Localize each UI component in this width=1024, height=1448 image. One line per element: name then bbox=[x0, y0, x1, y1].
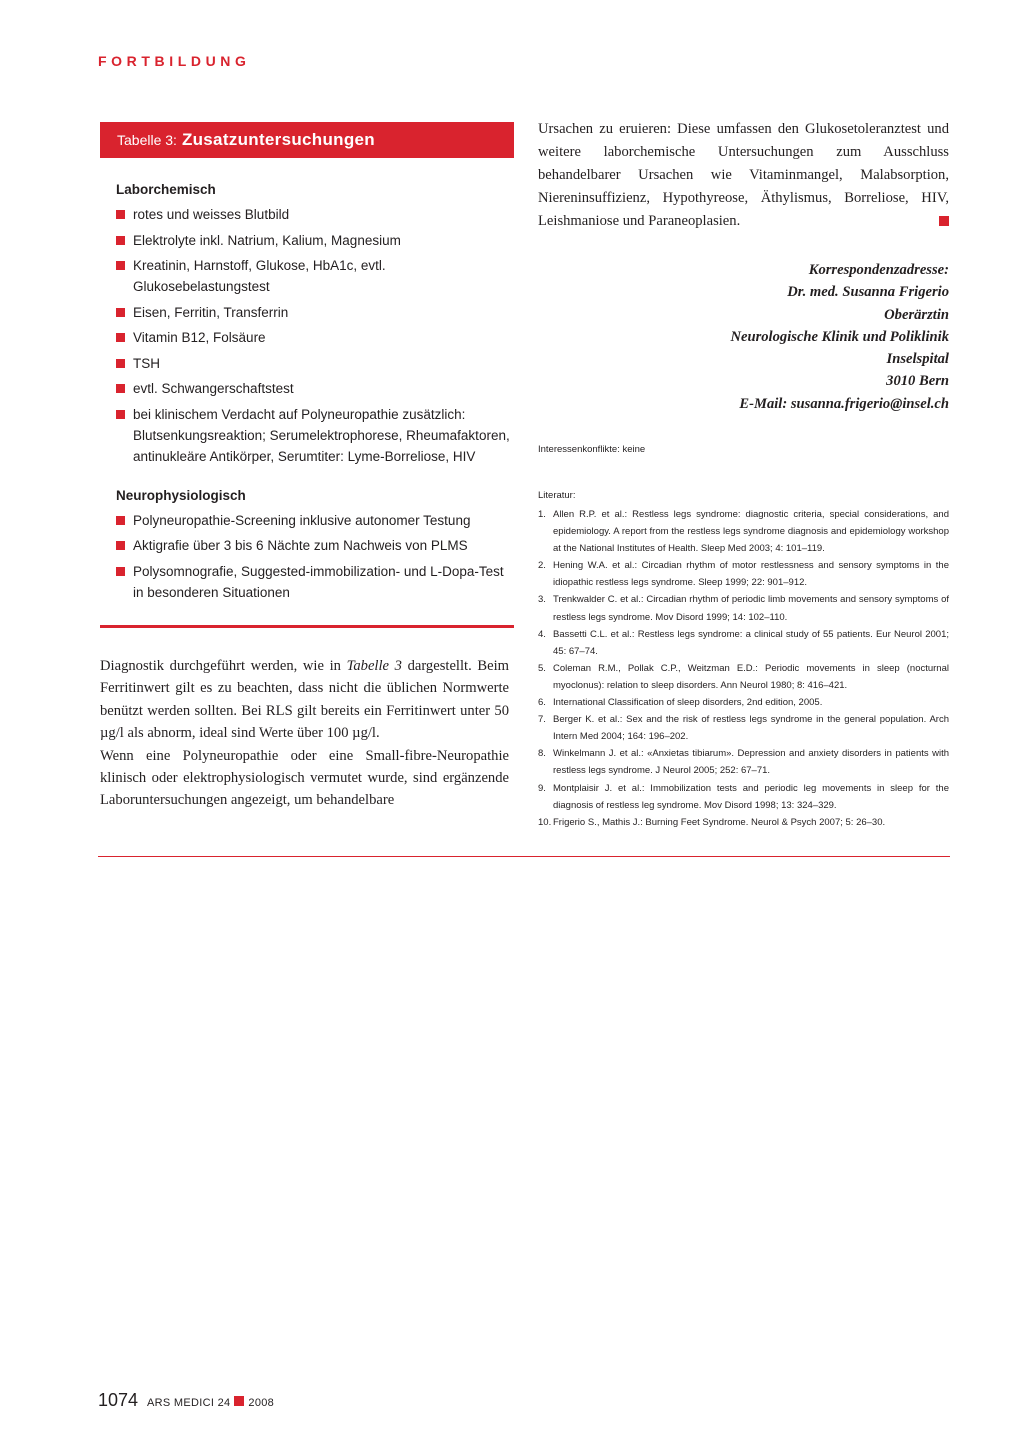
literature-text: Coleman R.M., Pollak C.P., Weitzman E.D.: Periodic movements in sleep (nocturnal myoclonus): relation to sleep disorders. Ann Neurol 1980; 8: 416–421. bbox=[553, 662, 949, 691]
author-name: Dr. med. Susanna Frigerio bbox=[787, 284, 949, 301]
literature-text: Hening W.A. et al.: Circadian rhythm of motor restlessness and sensory symptoms in the idiopathic restless legs syndrome. Sleep 1999; 22: 901–912. bbox=[553, 560, 949, 589]
hospital-name: Inselspital bbox=[886, 351, 949, 368]
list-item-text: evtl. Schwangerschaftstest bbox=[133, 381, 294, 396]
literature-text: Allen R.P. et al.: Restless legs syndrome: diagnostic criteria, special considerations, and epidemiology. A report from the restless legs syndrome diagnosis and epidemiology workshop at the National Institutes of Health. Sleep Med 2003; 4: 101–119. bbox=[553, 509, 949, 555]
list-item-text: Polysomnografie, Suggested-immobilization- und L-Dopa-Test in besonderen Situationen bbox=[133, 563, 504, 600]
bullet-square-icon bbox=[116, 261, 125, 270]
table-subheading-neurophysiologisch: Neurophysiologisch bbox=[116, 487, 246, 503]
body-paragraph bbox=[100, 655, 509, 745]
list-item bbox=[116, 510, 514, 531]
bullet-square-icon bbox=[116, 210, 125, 219]
list-item bbox=[116, 404, 514, 467]
literature-text: International Classification of sleep disorders, 2nd edition, 2005. bbox=[553, 697, 823, 709]
literature-text: Trenkwalder C. et al.: Circadian rhythm of periodic limb movements and sensory symptoms of restless legs syndrome. Mov Disord 1999; 14: 102–110. bbox=[553, 594, 949, 623]
table-bottom-rule bbox=[100, 625, 514, 628]
list-item-text: Aktigrafie über 3 bis 6 Nächte zum Nachweis von PLMS bbox=[133, 538, 468, 553]
table-zusatzuntersuchungen bbox=[100, 122, 514, 607]
literature-item bbox=[538, 814, 949, 831]
list-item bbox=[116, 561, 514, 603]
list-item-text: Polyneuropathie-Screening inklusive autonomer Testung bbox=[133, 512, 471, 528]
literature-item bbox=[538, 660, 949, 694]
text-run: Diagnostik durchgeführt werden, wie in bbox=[100, 658, 347, 674]
page-number: 1074 bbox=[98, 1390, 139, 1410]
correspondence-heading: Korrespondenzadresse: bbox=[808, 262, 949, 278]
text-run: dargestellt. Beim Ferritinwert gilt es zu beachten, dass nicht die üblichen Normwerte benützt werden sollten. Bei RLS gilt bereits ein Ferritinwert unter 50 µg/l als abnorm, ideal sind Werte über 100 µg/l. bbox=[100, 658, 509, 742]
literature-number: 5. bbox=[538, 662, 546, 674]
bullet-square-icon bbox=[116, 308, 125, 317]
literature-item bbox=[538, 506, 949, 557]
literature-item bbox=[538, 557, 949, 591]
literature-text: Montplaisir J. et al.: Immobilization tests and periodic leg movements in sleep for the diagnosis of restless leg syndrome. Mov Disord 1998; 13: 324–329. bbox=[553, 782, 949, 811]
table-list-neurophysiologisch bbox=[116, 510, 514, 603]
table-title: Zusatzuntersuchungen bbox=[181, 130, 375, 149]
list-item-text: Kreatinin, Harnstoff, Glukose, HbA1c, evtl. Glukosebelastungstest bbox=[133, 258, 386, 294]
literature-number: 4. bbox=[538, 628, 546, 640]
list-item bbox=[116, 204, 514, 225]
city: 3010 Bern bbox=[886, 373, 949, 390]
literature-number: 2. bbox=[538, 560, 546, 572]
literature-item bbox=[538, 694, 949, 711]
list-item-text: Vitamin B12, Folsäure bbox=[133, 330, 266, 345]
clinic-name: Neurologische Klinik und Poliklinik bbox=[730, 328, 949, 345]
literature-text: Bassetti C.L. et al.: Restless legs syndrome: a clinical study of 55 patients. Eur Neurol 2001; 45: 67–74. bbox=[553, 628, 949, 657]
literature-number: 10. bbox=[538, 816, 552, 828]
list-item-text: TSH bbox=[133, 355, 160, 371]
correspondence-address bbox=[538, 259, 949, 415]
list-item-text: Eisen, Ferritin, Transferrin bbox=[133, 304, 289, 320]
literature-item bbox=[538, 711, 949, 745]
bullet-square-icon bbox=[116, 384, 125, 393]
left-column-text bbox=[100, 655, 509, 812]
bullet-square-icon bbox=[116, 333, 125, 342]
literature-number: 6. bbox=[538, 697, 546, 709]
literature-number: 8. bbox=[538, 748, 546, 760]
bullet-square-icon bbox=[116, 516, 125, 525]
end-mark-square-icon bbox=[939, 216, 949, 226]
bottom-rule bbox=[98, 856, 950, 857]
table-title-bar bbox=[100, 122, 514, 158]
table-reference: Tabelle 3 bbox=[346, 658, 402, 674]
list-item-text: Elektrolyte inkl. Natrium, Kalium, Magnesium bbox=[133, 232, 401, 248]
list-item bbox=[116, 378, 514, 399]
bullet-square-icon bbox=[116, 236, 125, 245]
literature-item bbox=[538, 591, 949, 625]
journal-name: ARS MEDICI 24 bbox=[147, 1397, 231, 1409]
table-list-laborchemisch bbox=[116, 204, 514, 467]
journal-year: 2008 bbox=[248, 1397, 275, 1409]
list-item bbox=[116, 327, 514, 348]
author-role: Oberärztin bbox=[884, 306, 949, 323]
bullet-square-icon bbox=[116, 567, 125, 576]
email-link[interactable]: E-Mail: susanna.frigerio@insel.ch bbox=[739, 395, 949, 412]
literature-number: 1. bbox=[538, 509, 546, 520]
literature-item bbox=[538, 745, 949, 779]
literature-text: Frigerio S., Mathis J.: Burning Feet Syndrome. Neurol & Psych 2007; 5: 26–30. bbox=[553, 816, 886, 828]
right-column bbox=[538, 118, 949, 828]
literature-number: 3. bbox=[538, 594, 546, 606]
page-footer bbox=[98, 1390, 274, 1411]
literature-list bbox=[538, 506, 949, 831]
body-paragraph bbox=[538, 118, 949, 233]
bullet-square-icon bbox=[116, 541, 125, 550]
table-body bbox=[100, 158, 514, 603]
body-paragraph: Wenn eine Polyneuropathie oder eine Small-fibre-Neuropathie klinisch oder elektrophysiologisch vermutet wurde, sind ergänzende Laboruntersuchungen angezeigt, um behandelbare bbox=[100, 747, 509, 809]
list-item bbox=[116, 535, 514, 556]
literature-item bbox=[538, 780, 949, 814]
text-run: Ursachen zu eruieren: Diese umfassen den Glukosetoleranztest und weitere laborchemische Untersuchungen zum Ausschluss behandelbarer Ursachen wie Vitaminmangel, Malabsorption, Niereninsuffizienz, Hypothyreose, Äthylismus, Borreliose, HIV, Leishmaniose und Paraneoplasien. bbox=[538, 121, 949, 229]
conflict-of-interest: Interessenkonflikte: keine bbox=[538, 444, 646, 455]
bullet-square-icon bbox=[116, 359, 125, 368]
literature-item bbox=[538, 626, 949, 660]
footer-square-icon bbox=[234, 1396, 244, 1406]
literature-heading: Literatur: bbox=[538, 490, 576, 501]
literature-number: 9. bbox=[538, 782, 546, 794]
list-item bbox=[116, 353, 514, 374]
list-item bbox=[116, 302, 514, 323]
literature-text: Berger K. et al.: Sex and the risk of restless legs syndrome in the general population. Arch Intern Med 2004; 164: 196–202. bbox=[553, 714, 949, 743]
section-heading: FORTBILDUNG bbox=[98, 53, 251, 69]
literature-text: Winkelmann J. et al.: «Anxietas tibiarum». Depression and anxiety disorders in patients with restless legs syndrome. J Neurol 2005; 252: 67–71. bbox=[553, 748, 949, 777]
list-item-text: bei klinischem Verdacht auf Polyneuropathie zusätzlich: Blutsenkungsreaktion; Serumelektrophorese, Rheumafaktoren, antinukleäre Antikörper, Serumtiter: Lyme-Borreliose, HIV bbox=[133, 406, 510, 464]
table-label: Tabelle 3: bbox=[117, 132, 177, 148]
list-item bbox=[116, 230, 514, 251]
table-subheading-laborchemisch: Laborchemisch bbox=[116, 182, 216, 197]
list-item bbox=[116, 255, 514, 297]
bullet-square-icon bbox=[116, 410, 125, 419]
literature-number: 7. bbox=[538, 714, 546, 726]
list-item-text: rotes und weisses Blutbild bbox=[133, 207, 290, 222]
